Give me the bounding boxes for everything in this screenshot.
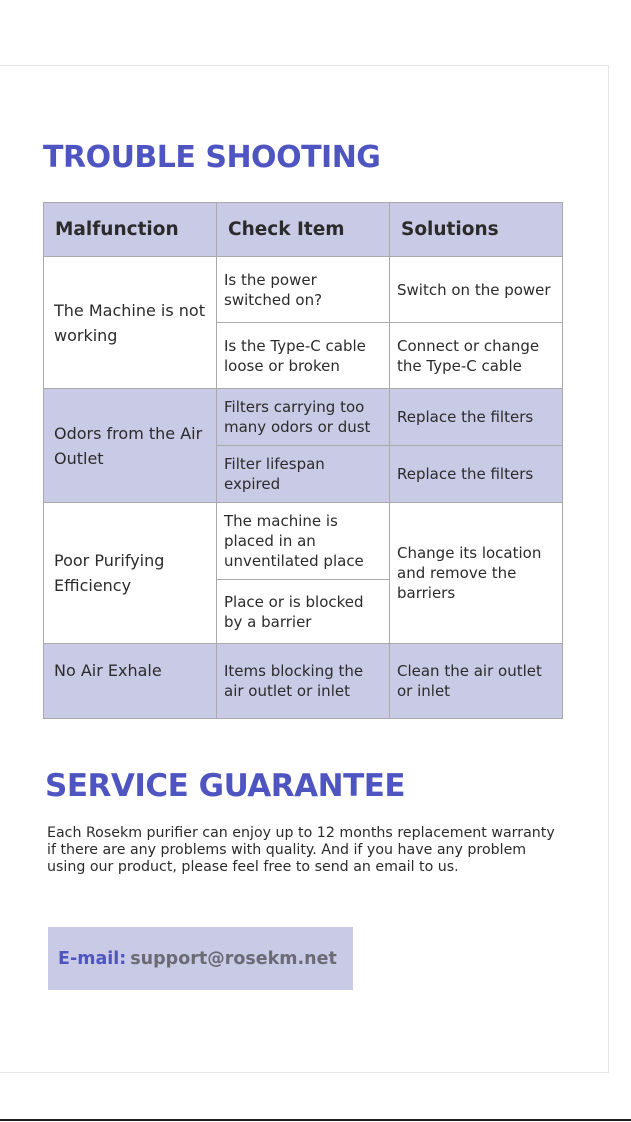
troubleshooting-title: TROUBLE SHOOTING: [43, 140, 381, 175]
check-item-cell: Is the Type-C cable loose or broken: [217, 323, 390, 389]
table-row: [44, 644, 563, 719]
check-item-cell: Items blocking the air outlet or inlet: [217, 644, 390, 719]
solution-cell: Switch on the power: [390, 257, 563, 323]
header-malfunction: Malfunction: [44, 203, 217, 257]
header-solutions: Solutions: [390, 203, 563, 257]
solution-cell: Change its location and remove the barriers: [390, 503, 563, 644]
check-item-cell: Filter lifespan expired: [217, 446, 390, 503]
table-row: [44, 389, 563, 446]
table-row: [44, 257, 563, 323]
solution-cell: Replace the filters: [390, 446, 563, 503]
service-guarantee-title: SERVICE GUARANTEE: [45, 768, 406, 804]
email-label: E-mail:: [58, 948, 127, 969]
bottom-divider: [0, 1119, 631, 1121]
check-item-cell: Is the power switched on?: [217, 257, 390, 323]
email-box: [48, 927, 353, 990]
table-row: [44, 503, 563, 580]
malfunction-cell: Poor Purifying Efficiency: [44, 503, 217, 644]
malfunction-cell: The Machine is not working: [44, 257, 217, 389]
service-guarantee-text: Each Rosekm purifier can enjoy up to 12 months replacement warranty if there are any problems with quality. And if you have any problem using our product, please feel free to send an email to us.: [47, 825, 555, 875]
check-item-cell: The machine is placed in an unventilated place: [217, 503, 390, 580]
solution-cell: Connect or change the Type-C cable: [390, 323, 563, 389]
malfunction-cell: Odors from the Air Outlet: [44, 389, 217, 503]
email-link[interactable]: support@rosekm.net: [130, 948, 337, 969]
header-check-item: Check Item: [217, 203, 390, 257]
table-header-row: [44, 203, 563, 257]
solution-cell: Replace the filters: [390, 389, 563, 446]
solution-cell: Clean the air outlet or inlet: [390, 644, 563, 719]
check-item-cell: Filters carrying too many odors or dust: [217, 389, 390, 446]
malfunction-cell: No Air Exhale: [44, 644, 217, 719]
troubleshooting-table: [43, 202, 563, 719]
check-item-cell: Place or is blocked by a barrier: [217, 580, 390, 644]
